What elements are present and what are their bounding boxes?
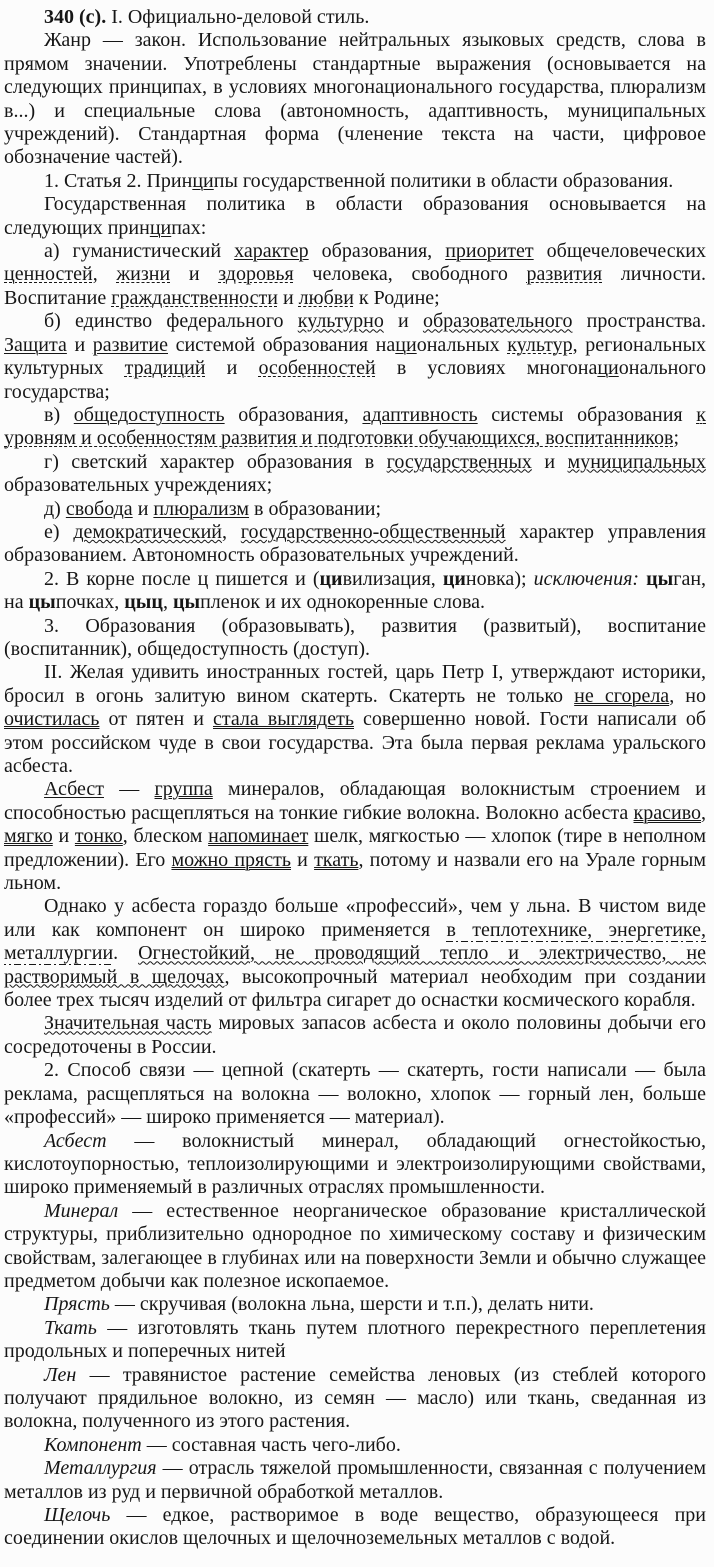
text-run-w: демократический [73,520,222,543]
document-body [4,6,706,1551]
text-run-u: ци [395,333,417,356]
paragraph-11 [4,568,706,615]
text-run: , [162,591,173,614]
text-run: б) единство федерального [44,310,298,333]
text-run-2: напоминает [208,825,309,848]
text-run: и [52,825,75,848]
text-run-b: ци [319,567,343,590]
text-run-i: Компонент [44,1433,142,1456]
text-run-u: Асбест [44,778,104,801]
text-run: онального государства; [4,357,707,403]
text-run: и [170,263,219,286]
text-run: пы государственной политики в области образования. [213,169,674,192]
text-run: в образовании; [249,497,382,520]
paragraph-7 [4,404,706,451]
text-run: , [222,520,241,543]
text-run-w: государственно-общественный [240,520,506,543]
text-run-2: тонко [74,825,123,848]
paragraph-1 [4,6,706,29]
text-run-u: ци [192,169,214,192]
text-run-w: муниципальных [567,450,706,473]
text-run: ональных [416,333,508,356]
text-run: и [290,848,315,871]
text-run-i: Минерал [44,1199,119,1222]
paragraph-3 [4,170,706,193]
text-run-w: государственных [386,450,532,473]
text-run-2: не сгорела [574,684,670,707]
text-run-u: ци [597,357,619,380]
text-run: . [113,942,139,965]
text-run-2: мягко [4,825,53,848]
text-run-u: свобода [65,497,133,520]
text-run: е) [44,520,74,543]
paragraph-4 [4,193,706,240]
text-run-d: гражданственности [111,286,278,309]
paragraph-24 [4,1457,706,1504]
text-run: 3. Образования (образовывать), развития (развитый), воспитание (воспитанник), общедоступность (доступ). [4,614,706,660]
text-run: — волокнистый минерал, обладающий огнестойкостью, кислотоупорностью, теплоизолирующими и электроизолирующими свойствами, широко применяемый в различных отраслях промышленности. [4,1129,706,1199]
paragraph-21 [4,1317,706,1364]
text-run-b: цыц [124,591,163,614]
text-run: от пятен и [99,708,213,731]
text-run-d: традиций [124,357,206,380]
paragraph-10 [4,521,706,568]
text-run: к Родине; [353,286,440,309]
text-run: характер управления образованием. Автономность образовательных учреждений. [4,520,706,567]
paragraph-15 [4,895,706,1012]
text-run-b: цы [646,567,674,590]
text-run: в) [44,403,74,426]
paragraph-9 [4,498,706,521]
text-run: личности. Воспитание [4,263,707,309]
text-run-u: ци [149,216,172,239]
text-run: 2. В корне после ц пишется и ( [44,567,320,590]
text-run-i: Щелочь [44,1504,111,1526]
text-run: — скручивая (волокна льна, шерсти и т.п.), делать нити. [109,1293,594,1316]
text-run-d: здоровья [218,263,294,286]
text-run: и [132,497,154,520]
text-run-u: общедоступность [73,403,225,426]
text-run: , [701,801,706,824]
text-run-u: характер [234,240,309,263]
text-run-2: красиво [633,801,701,824]
text-run: человека, свободного [293,263,527,286]
text-run: 1. Статья 2. Прин [44,169,193,192]
text-run: образовательных учреждениях; [4,474,273,497]
text-run: шелк, мягкостью — хлопок (тире в неполном предложении). Его [4,825,707,871]
text-run-u: адаптивность [362,403,478,426]
paragraph-16 [4,1012,706,1059]
text-run: вилизация, [342,567,443,590]
text-run: совершенно новой. Гости написали об этом российском чуде в свои государства. Эта была первая реклама уральского асбеста. [4,708,707,777]
text-run: почках, [55,591,125,614]
text-run: — травянистое растение семейства леновых (из стеблей которого получают прядильное волокно, из семян — масло) или ткань, сведанная из волокна, полученного из этого растения. [4,1363,706,1433]
text-run: , региональных культурных [4,333,707,380]
text-run: пах: [171,216,207,239]
text-run: г) светский характер образования в [44,450,387,473]
text-run: , [92,263,117,286]
paragraph-8 [4,451,706,498]
paragraph-14 [4,778,706,895]
text-run: системой образования на [168,333,396,356]
text-run-d: развития [526,263,603,286]
text-run: новка); [465,567,534,590]
text-run-i: Прясть [44,1293,110,1316]
paragraph-6 [4,310,706,404]
text-run: и [531,450,568,473]
text-run: и [66,333,93,356]
text-run-d: жизни [116,263,171,286]
text-run: — едкое, растворимое в воде вещество, образующееся при соединении окислов щелочных и щелочноземельных металлов с водой. [4,1504,706,1550]
text-run: образования, [224,403,363,426]
text-run: , блеском [122,825,209,848]
text-run-2: стала выглядеть [212,708,354,731]
paragraph-25 [4,1504,706,1551]
paragraph-18 [4,1130,706,1200]
text-run-i: Ткать [44,1316,97,1339]
paragraph-12 [4,615,706,662]
paragraph-2 [4,29,706,169]
text-run-i: исключения: [533,567,640,590]
text-run-dd: в теплотехнике, энергетике, металлургии [4,918,706,965]
text-run-d: к уровням и особенностям развития и подготовки обучающихся, воспитанников [4,403,706,450]
text-run-b: цы [172,591,201,614]
text-run: 2. Способ связи — цепной (скатерть — скатерть, гости написали — была реклама, расщепляться на волокна — волокно, хлопок — горный лен, больше «профессий» — широко применяется — материал). [4,1059,706,1129]
paragraph-17 [4,1059,706,1129]
text-run: II. Желая удивить иностранных гостей, царь Петр I, утверждают историки, бросил в огонь залитую вином скатерть. Скатерть не только [4,661,706,707]
paragraph-5 [4,240,706,310]
text-run: Жанр — закон. Использование нейтральных языковых средств, слова в прямом значении. Употреблены стандартные выражения (основывается на следующих принципах, в условиях многонационального государства, плюрализм в...) и специальные слова (автономность, адаптивность, муниципальных учреждений). Стандартная форма (членение текста на части, цифровое обозначение частей). [4,29,706,169]
text-run-2: можно прясть [171,848,291,871]
text-run: — изготовлять ткань путем плотного перекрестного переплетения продольных и поперечных нитей [4,1316,706,1363]
text-run: и [205,357,259,380]
text-run: образования, [308,240,446,263]
text-run: и [277,286,299,309]
text-run-w: культурно [297,310,384,333]
paragraph-22 [4,1364,706,1434]
text-run-b: 340 (с). [44,6,107,28]
text-run: пространства. [572,310,706,333]
text-run-i: Асбест [44,1129,107,1152]
text-run: мировых запасов асбеста и около половины добычи его сосредоточены в России. [4,1012,707,1058]
text-run-d: ценностей [4,263,93,286]
text-run: — отрасль тяжелой промышленности, связанная с получением металлов из руд и первичной обработкой металлов. [4,1457,706,1503]
text-run-i: Металлургия [44,1457,157,1480]
paragraph-19 [4,1200,706,1294]
text-run-d: любви [298,286,354,309]
text-run: пленок и их однокоренные слова. [200,591,485,614]
text-run-2: группа [154,778,213,801]
text-run: и [383,310,423,333]
text-run: I. Официально-деловой стиль. [106,6,370,28]
text-run: Государственная политика в области образования основывается на следующих прин [4,193,706,239]
text-run-u: развитие [92,333,168,356]
text-run: Однако у асбеста гораздо больше «профессий», чем у льна. В чистом виде или как компонент он широко применяется [4,895,706,941]
text-run: , но [669,684,706,707]
text-run: а) гуманистический [44,240,235,263]
text-run: , высокопрочный материал необходим при создании более трех тысяч изделий от фильтра сигарет до оснастки космического корабля. [4,965,706,1012]
text-run-d: культур [507,333,573,356]
text-run: , потому и назвали его на Урале горным льном. [4,848,706,895]
text-run-u: Защита [4,333,67,356]
text-run-w: Огнестойкий, не проводящий тепло и электричество, не растворимый в щелочах [4,942,707,988]
text-run-w: Значительная часть [44,1012,212,1035]
text-run: — естественное неорганическое образование кристаллической структуры, приблизительно однородное по химическому составу и физическим свойствам, залегающее в глубинах или на поверхности Земли и обычно служащее предметом добычи как полезное ископаемое. [4,1199,706,1292]
paragraph-20 [4,1293,706,1316]
paragraph-13 [4,661,706,778]
text-run-2: очистилась [4,708,100,731]
paragraph-23 [4,1434,706,1457]
text-run: ; [673,427,679,450]
text-run-d: особенностей [258,357,376,380]
text-run-i: Лен [44,1363,77,1386]
text-run-w: образовательного [422,310,573,333]
text-run: — [103,778,155,801]
text-run: в условиях многона [375,357,598,380]
text-run: общечеловеческих [533,240,706,263]
text-run-2: ткать [314,848,359,871]
text-run: — составная часть чего-либо. [141,1433,401,1456]
text-run: д) [44,497,66,520]
text-run: минералов, обладающая волокнистым строением и способностью расщепляться на тонкие гибкие волокна. Волокно асбеста [4,778,707,824]
text-run-b: ци [442,567,466,590]
text-run-b: цы [28,591,56,614]
text-run-u: приоритет [445,240,534,263]
text-run-u: плюрализм [153,497,250,520]
text-run: ган, на [4,567,707,614]
text-run: системы образования [477,403,697,426]
